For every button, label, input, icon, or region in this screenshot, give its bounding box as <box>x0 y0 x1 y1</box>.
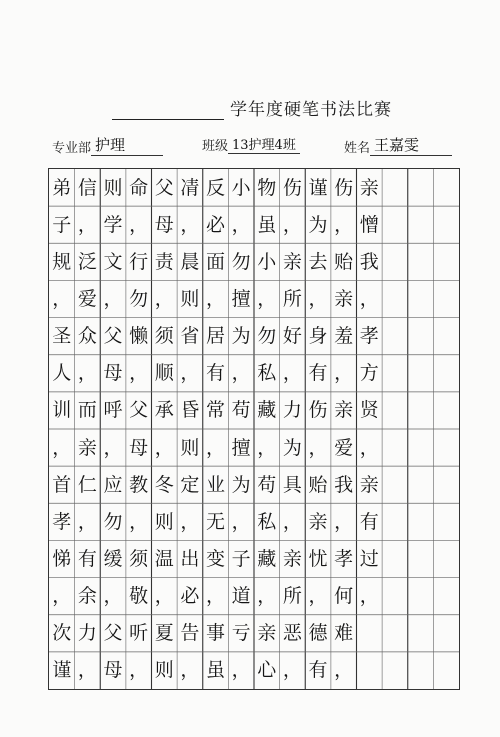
handwritten-character: 母 <box>154 213 174 236</box>
handwritten-character: 子 <box>231 548 251 570</box>
handwritten-character: 谨 <box>308 176 328 199</box>
handwritten-character: 圣 <box>52 325 72 348</box>
handwritten-character: 道 <box>231 585 251 608</box>
handwritten-character: 为 <box>231 473 251 496</box>
handwritten-character: 伤 <box>334 176 354 199</box>
punctuation-mark: ， <box>308 436 328 459</box>
handwritten-character: 呼 <box>103 399 123 422</box>
handwritten-character: 事 <box>206 622 226 645</box>
punctuation-mark: ， <box>103 585 123 608</box>
handwritten-character: 信 <box>77 176 97 199</box>
handwritten-character: 有 <box>308 362 328 385</box>
punctuation-mark: ， <box>52 585 72 608</box>
punctuation-mark: ， <box>129 659 149 682</box>
punctuation-mark: ， <box>257 288 277 310</box>
handwritten-character: 所 <box>282 585 302 608</box>
handwritten-character: 私 <box>257 362 277 385</box>
punctuation-mark: ， <box>77 510 97 533</box>
punctuation-mark: ， <box>334 510 354 533</box>
handwritten-character: 贤 <box>359 399 379 422</box>
handwritten-character: 弟 <box>52 176 72 199</box>
handwritten-character: 须 <box>154 325 174 348</box>
punctuation-mark: ， <box>180 362 200 385</box>
punctuation-mark: ， <box>154 288 174 310</box>
handwritten-character: 勿 <box>103 510 123 533</box>
handwritten-character: 须 <box>129 548 149 570</box>
handwritten-character: 苟 <box>257 473 277 496</box>
department-field <box>52 134 163 156</box>
handwritten-character: 则 <box>103 176 123 199</box>
handwritten-character: 憎 <box>359 213 379 236</box>
handwritten-character: 孝 <box>334 548 354 570</box>
handwritten-character: 反 <box>206 176 226 199</box>
handwritten-character: 亲 <box>359 176 379 199</box>
handwritten-character: 无 <box>206 510 226 533</box>
student-info-row <box>52 134 452 156</box>
handwritten-character: 则 <box>154 659 174 682</box>
handwritten-character: 亲 <box>334 399 354 422</box>
punctuation-mark: ， <box>308 585 328 608</box>
handwritten-character: 我 <box>334 473 354 496</box>
handwritten-character: 而 <box>77 399 97 422</box>
handwritten-character: 必 <box>206 213 226 236</box>
handwritten-character: 昏 <box>180 399 200 422</box>
handwritten-character: 勿 <box>257 325 277 348</box>
handwritten-character: 小 <box>231 176 251 199</box>
handwritten-character: 变 <box>206 548 226 570</box>
handwritten-character: 父 <box>103 622 123 645</box>
handwritten-character: 擅 <box>231 436 251 459</box>
punctuation-mark: ， <box>52 436 72 459</box>
handwritten-character: 缓 <box>103 548 123 570</box>
handwritten-character: 仁 <box>77 473 97 496</box>
handwritten-character: 我 <box>359 250 379 273</box>
handwritten-character: 父 <box>129 399 149 422</box>
punctuation-mark: ， <box>231 213 251 236</box>
handwritten-character: 教 <box>129 473 149 496</box>
handwritten-character: 训 <box>52 399 72 422</box>
handwritten-character: 身 <box>308 325 328 348</box>
handwritten-character: 亲 <box>334 288 354 310</box>
punctuation-mark: ， <box>282 362 302 385</box>
handwritten-character: 过 <box>359 548 379 570</box>
handwritten-character: 文 <box>103 250 123 273</box>
handwritten-character: 难 <box>334 622 354 645</box>
punctuation-mark: ， <box>52 288 72 310</box>
handwritten-character: 爱 <box>334 436 354 459</box>
handwritten-character: 承 <box>154 399 174 422</box>
class-label: 班级 <box>202 139 229 154</box>
handwritten-character: 敬 <box>129 585 149 608</box>
handwritten-character: 心 <box>257 659 277 682</box>
handwritten-character: 具 <box>282 473 302 496</box>
handwritten-character: 行 <box>129 250 149 273</box>
handwritten-character: 擅 <box>231 288 251 310</box>
handwritten-character: 父 <box>103 325 123 348</box>
handwritten-character: 有 <box>77 548 97 570</box>
handwritten-character: 亲 <box>257 622 277 645</box>
handwritten-character: 规 <box>52 250 72 273</box>
handwritten-character: 勿 <box>129 288 149 310</box>
punctuation-mark: ， <box>206 585 226 608</box>
handwritten-character: 伤 <box>282 176 302 199</box>
punctuation-mark: ， <box>334 659 354 682</box>
handwritten-character: 应 <box>103 473 123 496</box>
name-value: 王嘉雯 <box>370 134 452 156</box>
handwritten-character: 方 <box>359 362 379 385</box>
handwritten-character: 凊 <box>180 176 200 199</box>
handwritten-character: 有 <box>359 510 379 533</box>
punctuation-mark: ， <box>231 362 251 385</box>
handwritten-character: 好 <box>282 325 302 348</box>
handwritten-character: 为 <box>231 325 251 348</box>
punctuation-mark: ， <box>103 436 123 459</box>
punctuation-mark: ， <box>77 362 97 385</box>
title-row <box>112 92 392 120</box>
punctuation-mark: ， <box>282 510 302 533</box>
handwritten-character: 所 <box>282 288 302 310</box>
handwritten-character: 父 <box>154 176 174 199</box>
handwritten-character: 则 <box>154 510 174 533</box>
year-blank-line <box>112 97 224 120</box>
punctuation-mark: ， <box>206 288 226 310</box>
handwritten-character: 亲 <box>282 548 302 570</box>
handwritten-character: 藏 <box>257 399 277 422</box>
punctuation-mark: ， <box>334 213 354 236</box>
department-value: 护理 <box>91 134 163 156</box>
handwritten-character: 学 <box>103 213 123 236</box>
class-value: 13护理4班 <box>228 134 300 154</box>
handwritten-character: 母 <box>103 362 123 385</box>
handwritten-character: 何 <box>334 585 354 608</box>
handwritten-character: 为 <box>282 436 302 459</box>
handwritten-character: 私 <box>257 510 277 533</box>
handwritten-character: 勿 <box>231 250 251 273</box>
handwritten-character: 爱 <box>77 288 97 310</box>
handwritten-character: 有 <box>308 659 328 682</box>
punctuation-mark: ， <box>359 585 379 608</box>
punctuation-mark: ， <box>359 436 379 459</box>
punctuation-mark: ， <box>206 436 226 459</box>
handwritten-character: 夏 <box>154 622 174 645</box>
handwritten-character: 藏 <box>257 548 277 570</box>
handwritten-character: 责 <box>154 250 174 273</box>
handwritten-character: 懒 <box>129 325 149 348</box>
handwritten-character: 羞 <box>334 325 354 348</box>
handwritten-character: 余 <box>77 585 97 608</box>
punctuation-mark: ， <box>129 510 149 533</box>
handwritten-character: 听 <box>129 622 149 645</box>
handwritten-character: 业 <box>206 473 226 496</box>
handwritten-character: 必 <box>180 585 200 608</box>
department-label: 专业部 <box>52 141 92 156</box>
handwritten-character: 亲 <box>282 250 302 273</box>
handwritten-character: 为 <box>308 213 328 236</box>
handwritten-character: 亲 <box>359 473 379 496</box>
handwritten-character: 首 <box>52 473 72 496</box>
handwritten-character: 力 <box>282 399 302 422</box>
class-field <box>202 134 300 154</box>
punctuation-mark: ， <box>180 213 200 236</box>
punctuation-mark: ， <box>103 288 123 310</box>
punctuation-mark: ， <box>257 436 277 459</box>
handwritten-character: 孝 <box>359 325 379 348</box>
punctuation-mark: ， <box>334 362 354 385</box>
handwritten-character: 力 <box>77 622 97 645</box>
handwritten-character: 出 <box>180 548 200 570</box>
punctuation-mark: ， <box>154 585 174 608</box>
handwritten-character: 面 <box>206 250 226 273</box>
handwritten-character: 贻 <box>334 250 354 273</box>
punctuation-mark: ， <box>282 659 302 682</box>
handwritten-character: 温 <box>154 548 174 570</box>
punctuation-mark: ， <box>231 659 251 682</box>
punctuation-mark: ， <box>180 659 200 682</box>
handwritten-character: 亲 <box>308 510 328 533</box>
handwritten-character: 众 <box>77 325 97 348</box>
name-label: 姓名 <box>344 141 371 156</box>
handwritten-character: 伤 <box>308 399 328 422</box>
punctuation-mark: ， <box>231 510 251 533</box>
punctuation-mark: ， <box>308 288 328 310</box>
handwritten-character: 悌 <box>52 548 72 570</box>
handwritten-character: 常 <box>206 399 226 422</box>
handwritten-character: 顺 <box>154 362 174 385</box>
punctuation-mark: ， <box>129 213 149 236</box>
writing-grid <box>48 168 460 690</box>
handwritten-character: 亲 <box>77 436 97 459</box>
punctuation-mark: ， <box>77 659 97 682</box>
handwritten-character: 命 <box>129 176 149 199</box>
handwritten-character: 有 <box>206 362 226 385</box>
punctuation-mark: ， <box>359 288 379 310</box>
handwritten-character: 晨 <box>180 250 200 273</box>
handwritten-character: 告 <box>180 622 200 645</box>
handwritten-character: 恶 <box>282 622 302 645</box>
handwritten-character: 孝 <box>52 510 72 533</box>
handwritten-character: 贻 <box>308 473 328 496</box>
handwritten-character: 小 <box>257 250 277 273</box>
handwritten-character: 物 <box>257 176 277 199</box>
handwritten-character: 定 <box>180 473 200 496</box>
handwritten-character: 虽 <box>206 659 226 682</box>
punctuation-mark: ， <box>77 213 97 236</box>
handwritten-character: 母 <box>129 436 149 459</box>
handwritten-character: 苟 <box>231 399 251 422</box>
punctuation-mark: ， <box>129 362 149 385</box>
handwritten-character: 去 <box>308 250 328 273</box>
handwritten-character: 则 <box>180 436 200 459</box>
handwritten-character: 次 <box>52 622 72 645</box>
handwritten-character: 谨 <box>52 659 72 682</box>
punctuation-mark: ， <box>282 213 302 236</box>
name-field <box>344 134 452 156</box>
handwritten-character: 母 <box>103 659 123 682</box>
handwritten-character: 省 <box>180 325 200 348</box>
handwritten-character: 忧 <box>308 548 328 570</box>
handwritten-character: 子 <box>52 213 72 236</box>
handwritten-character: 德 <box>308 622 328 645</box>
punctuation-mark: ， <box>257 585 277 608</box>
handwritten-character: 人 <box>52 362 72 385</box>
handwritten-character: 泛 <box>77 250 97 273</box>
handwritten-character: 冬 <box>154 473 174 496</box>
handwritten-character: 则 <box>180 288 200 310</box>
page-title: 学年度硬笔书法比赛 <box>230 100 392 120</box>
handwritten-character: 居 <box>206 325 226 348</box>
punctuation-mark: ， <box>154 436 174 459</box>
handwritten-character: 亏 <box>231 622 251 645</box>
handwritten-character: 虽 <box>257 213 277 236</box>
punctuation-mark: ， <box>180 510 200 533</box>
